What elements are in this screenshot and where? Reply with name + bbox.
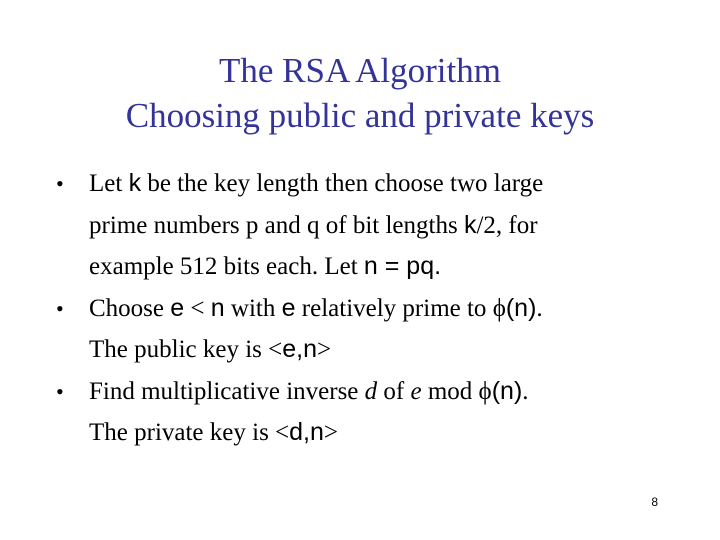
text-run: < (184, 294, 211, 322)
text-run: n = pq. (363, 252, 442, 280)
text-run: . (522, 377, 529, 405)
text-run: . (536, 294, 543, 322)
title-line-1: The RSA Algorithm (219, 51, 501, 90)
bullet-line (89, 371, 696, 413)
phi-symbol: ϕ (478, 377, 492, 405)
text-run: d,n (289, 418, 324, 446)
text-run: k (463, 210, 477, 239)
text-run: e,n (282, 335, 317, 363)
bullet-marker: • (56, 295, 64, 321)
text-run: (n) (505, 293, 537, 322)
bullet-list (56, 163, 696, 454)
bullet-private-key (56, 371, 696, 454)
bullet-line (89, 205, 696, 247)
text-run: e (281, 293, 296, 322)
text-run: k (128, 169, 142, 197)
text-run: n (210, 293, 225, 322)
text-run: of (377, 377, 411, 405)
text-run: /2, for (476, 211, 538, 239)
text-run: mod (421, 377, 479, 405)
title-line-2: Choosing public and private keys (125, 96, 595, 135)
slide-title (0, 48, 720, 138)
text-run: The private key is < (89, 419, 290, 446)
text-run: d (364, 377, 378, 405)
bullet-key-length (56, 163, 696, 288)
bullet-marker: • (56, 378, 64, 404)
text-run: e (170, 293, 185, 322)
bullet-line (89, 163, 696, 205)
bullet-line (89, 288, 696, 330)
bullet-line (89, 246, 696, 288)
text-run: The public key is < (89, 336, 283, 363)
text-run: example 512 bits each. Let (89, 253, 364, 280)
text-run: be the key length then choose two large (141, 170, 544, 197)
text-run: > (323, 419, 339, 446)
bullet-marker: • (56, 171, 64, 196)
bullet-public-key (56, 288, 696, 371)
text-run: Find multiplicative inverse (89, 377, 365, 405)
page-number: 8 (651, 495, 658, 509)
text-run: (n) (491, 376, 523, 405)
text-run: with (224, 294, 282, 322)
bullet-line (89, 329, 696, 371)
text-run: relatively prime to (295, 294, 493, 322)
text-run: > (317, 336, 332, 363)
text-run: Let (89, 170, 129, 197)
phi-symbol: ϕ (492, 294, 506, 322)
bullet-line (89, 412, 696, 454)
text-run: Choose (89, 294, 171, 322)
text-run: prime numbers p and q of bit lengths (89, 211, 464, 239)
text-run: e (410, 377, 422, 405)
